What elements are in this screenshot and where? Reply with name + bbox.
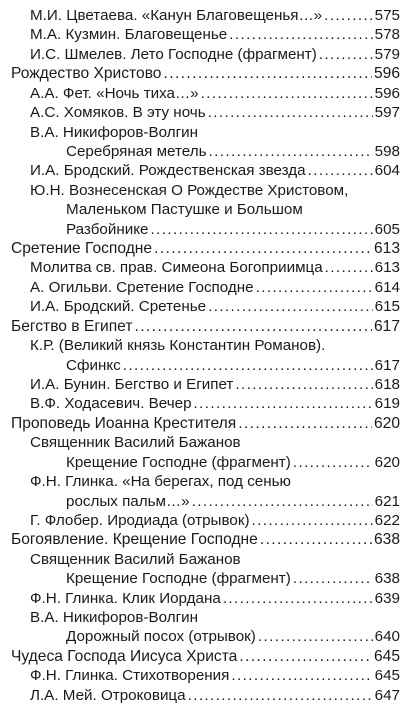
- toc-page-number: 617: [374, 356, 400, 374]
- toc-entry-title: М.И. Цветаева. «Канун Благовещенья…»: [30, 7, 323, 24]
- toc-entry-title: К.Р. (Великий князь Константин Романов).: [30, 337, 326, 355]
- toc-page-number: 639: [374, 589, 400, 607]
- toc-entry-title: В.А. Никифоров-Волгин: [30, 609, 198, 627]
- toc-entry-title: Ф.Н. Глинка. Клик Иордана: [30, 589, 221, 607]
- toc-entry-title: Бегство в Египет: [11, 317, 133, 335]
- toc-entry-title: А.С. Хомяков. В эту ночь: [30, 104, 206, 122]
- toc-entry: [0, 685, 400, 707]
- toc-entry-title: Ф.Н. Глинка. Стихотворения: [30, 667, 230, 685]
- toc-entry-title: Сфинкс: [66, 356, 121, 374]
- toc-entry-title: Ф.Н. Глинка. «На берегах, под сенью: [30, 473, 291, 491]
- toc-page-number: 622: [374, 511, 400, 529]
- toc-page-number: 604: [374, 162, 400, 180]
- toc-entry-title: Сретение Господне: [11, 240, 153, 258]
- toc-entry-title: Богоявление. Крещение Господне: [11, 531, 258, 549]
- toc-page-number: 615: [374, 298, 400, 316]
- toc-page-number: 638: [374, 570, 400, 588]
- toc-page-number: 605: [374, 220, 400, 238]
- toc-entry-title: И.А. Бродский. Рождественская звезда: [30, 162, 306, 180]
- toc-entry-title: И.С. Шмелев. Лето Господне (фрагмент): [30, 45, 317, 63]
- toc-entry-title: Священник Василий Бажанов: [30, 550, 241, 568]
- toc-page-number: 619: [374, 395, 400, 413]
- toc-page-number: 645: [373, 647, 400, 665]
- toc-page-number: 575: [374, 7, 400, 24]
- toc-entry-title: В.Ф. Ходасевич. Вечер: [30, 395, 192, 413]
- toc-page-number: 613: [373, 240, 400, 258]
- toc-entry-title: Серебряная метель: [66, 142, 207, 160]
- toc-entry-title: А. Огильви. Сретение Господне: [30, 278, 254, 296]
- toc-entry-title: А.А. Фет. «Ночь тиха…»: [30, 84, 199, 102]
- toc-page-number: 640: [374, 628, 400, 646]
- toc-page-number: 617: [373, 317, 400, 335]
- toc-page-number: 613: [374, 259, 400, 277]
- toc-entry-title: Проповедь Иоанна Крестителя: [11, 414, 237, 432]
- toc-entry-title: Крещение Господне (фрагмент): [66, 453, 291, 471]
- toc-page-number: 614: [374, 278, 400, 296]
- toc-page-number: 638: [373, 531, 400, 549]
- toc-entry-title: Крещение Господне (фрагмент): [66, 570, 291, 588]
- toc-entry-line: [30, 685, 400, 707]
- toc-page-number: 597: [374, 104, 400, 122]
- toc-entry-title: И.А. Бунин. Бегство и Египет: [30, 375, 234, 393]
- toc-page-number: 598: [374, 142, 400, 160]
- toc-entry-title: Дорожный посох (отрывок): [66, 628, 256, 646]
- toc-page-number: 645: [374, 667, 400, 685]
- toc-entry-title: Чудеса Господа Иисуса Христа: [11, 647, 238, 665]
- toc-page-number: 620: [374, 453, 400, 471]
- toc-entry-title: Г. Флобер. Иродиада (отрывок): [30, 511, 250, 529]
- toc-entry-title: И.А. Бродский. Сретенье: [30, 298, 207, 316]
- toc-entry-title: Л.А. Мей. Отроковица: [30, 686, 186, 704]
- toc-entry-title: М.А. Кузмин. Благовещенье: [30, 26, 228, 44]
- toc-entry-title: В.А. Никифоров-Волгин: [30, 123, 198, 141]
- toc-page-number: 620: [373, 414, 400, 432]
- toc-page-number: 621: [374, 492, 400, 510]
- toc-entry-title: рослых пальм…»: [66, 492, 190, 510]
- toc-page-number: 647: [374, 686, 400, 704]
- toc-page-number: 618: [374, 375, 400, 393]
- toc-entry-title: Ю.Н. Вознесенская О Рождестве Христовом,: [30, 181, 349, 199]
- toc-page-number: 578: [374, 26, 400, 44]
- dot-leader: [188, 685, 373, 707]
- toc-entry-title: Маленьком Пастушке и Большом: [66, 201, 303, 219]
- toc-entry-title: Молитва св. прав. Симеона Богоприимца: [30, 259, 323, 277]
- toc-page-number: 596: [374, 84, 400, 102]
- toc-entry-title: Разбойнике: [66, 220, 149, 238]
- toc-entry-title: Рождество Христово: [11, 65, 162, 83]
- toc-page-number: 596: [373, 65, 400, 83]
- toc-entry-title: Священник Василий Бажанов: [30, 434, 241, 452]
- toc-page-number: 579: [374, 45, 400, 63]
